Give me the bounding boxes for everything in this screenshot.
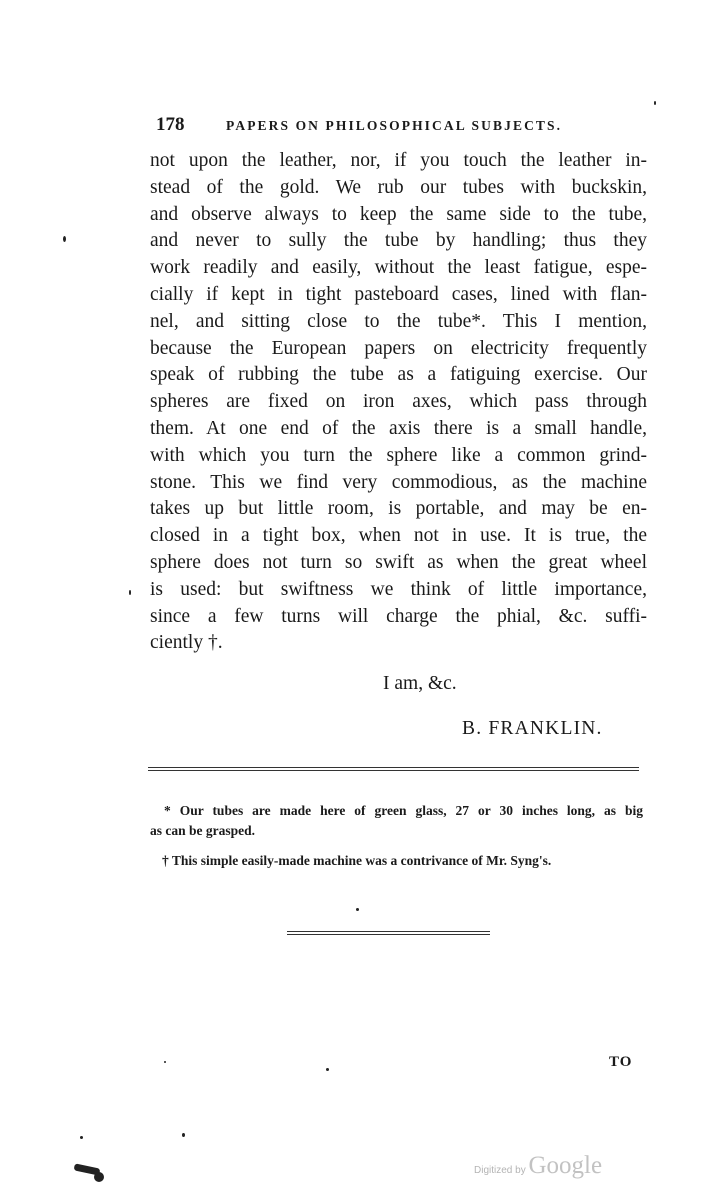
text-line: speak of rubbing the tube as a fatiguing exercise. Our	[150, 364, 647, 386]
text-line: work readily and easily, without the least fatigue, espe-	[150, 257, 647, 279]
text-line: and observe always to keep the same side to the tube,	[150, 203, 647, 225]
catchword: TO	[609, 1054, 633, 1070]
section-end-rule	[287, 931, 490, 935]
text-line: closed in a tight box, when not in use. It is true, the	[150, 525, 647, 547]
watermark-prefix: Digitized by	[474, 1165, 529, 1176]
scan-speck	[63, 236, 66, 242]
text-line: is used: but swiftness we think of little importance,	[150, 578, 647, 600]
text-line: because the European papers on electricity frequently	[150, 337, 647, 359]
scan-speck	[182, 1133, 185, 1137]
text-line: cially if kept in tight pasteboard cases, lined with flan-	[150, 283, 647, 305]
digitized-watermark	[474, 1152, 602, 1180]
text-line: stead of the gold. We rub our tubes with buckskin,	[150, 176, 647, 198]
text-line: not upon the leather, nor, if you touch the leather in-	[150, 150, 647, 171]
text-line: with which you turn the sphere like a common grind-	[150, 444, 647, 466]
text-line: sphere does not turn so swift as when the great wheel	[150, 551, 647, 573]
text-line: nel, and sitting close to the tube*. This I mention,	[150, 310, 647, 332]
running-head: PAPERS ON PHILOSOPHICAL SUBJECTS.	[226, 118, 563, 133]
text-line: since a few turns will charge the phial, &c. suffi-	[150, 605, 647, 627]
footnote-1	[150, 801, 643, 841]
scan-speck	[164, 1061, 166, 1063]
footnote-rule	[148, 767, 639, 771]
body-text	[150, 148, 647, 657]
text-line: ciently †.	[150, 632, 223, 654]
footnote-1-line-1: * Our tubes are made here of green glass, 27 or 30 inches long, as big	[164, 803, 643, 818]
scan-speck	[326, 1068, 329, 1071]
text-line: spheres are fixed on iron axes, which pass through	[150, 391, 647, 413]
scan-speck	[94, 1172, 104, 1182]
footnote-2-line-1: † This simple easily-made machine was a contrivance of Mr. Syng's.	[162, 853, 552, 868]
letter-closing: I am, &c.	[383, 673, 457, 694]
text-line: them. At one end of the axis there is a small handle,	[150, 417, 647, 439]
scan-speck	[80, 1136, 83, 1139]
text-line: stone. This we find very commodious, as the machine	[150, 471, 647, 493]
footnotes	[150, 801, 643, 871]
page-number: 178	[156, 114, 185, 135]
letter-signature: B. FRANKLIN.	[462, 718, 603, 739]
text-line: takes up but little room, is portable, and may be en-	[150, 498, 647, 520]
scan-speck	[356, 908, 359, 911]
scan-speck	[129, 590, 131, 595]
page-header	[150, 114, 610, 138]
watermark-brand: Google	[528, 1152, 603, 1179]
footnote-1-line-2: as can be grasped.	[150, 823, 256, 838]
footnote-2	[150, 851, 643, 871]
text-line: and never to sully the tube by handling; thus they	[150, 230, 647, 252]
scan-speck	[654, 101, 656, 105]
